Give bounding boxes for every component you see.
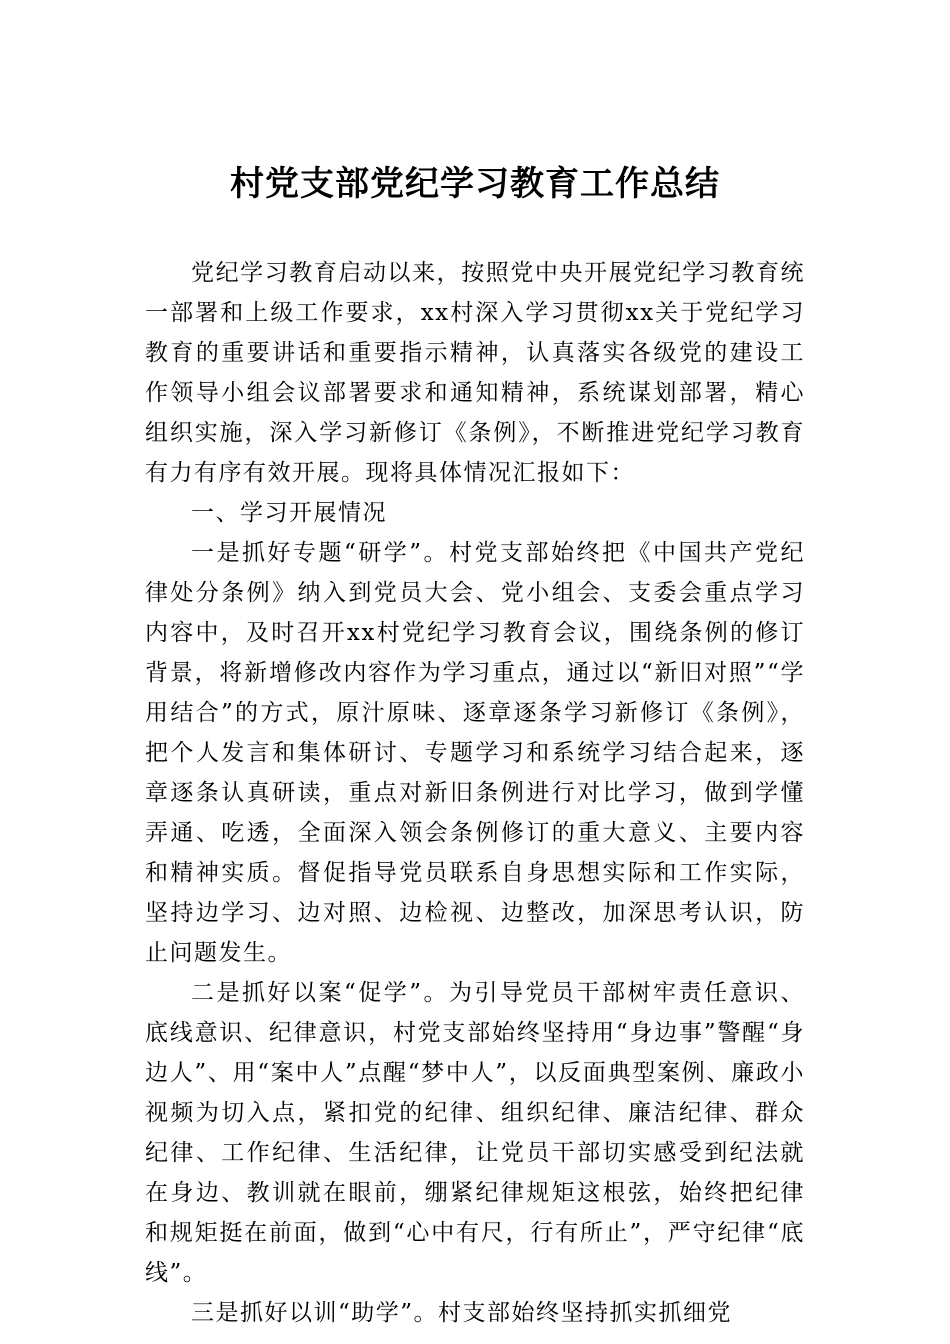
paragraph-case-study: 二是抓好以案“促学”。为引导党员干部树牢责任意识、底线意识、纪律意识，村党支部始终坚持用“身边事”警醒“身边人”、用“案中人”点醒“梦中人”，以反面典型案例、廉政小视频为切入点，紧扣党的纪律、组织纪律、廉洁纪律、群众纪律、工作纪律、生活纪律，让党员干部切实感受到纪法就在身边、教训就在眼前，绷紧纪律规矩这根弦，始终把纪律和规矩挺在前面，做到“心中有尺，行有所止”，严守纪律“底线”。 <box>145 980 805 1286</box>
paragraph-study-topic: 一是抓好专题“研学”。村党支部始终把《中国共产党纪律处分条例》纳入到党员大会、党小组会、支委会重点学习内容中，及时召开xx村党纪学习教育会议，围绕条例的修订背景，将新增修改内容作为学习重点，通过以“新旧对照”“学用结合”的方式，原汁原味、逐章逐条学习新修订《条例》，把个人发言和集体研讨、专题学习和系统学习结合起来，逐章逐条认真研读，重点对新旧条例进行对比学习，做到学懂弄通、吃透，全面深入领会条例修订的重大意义、主要内容和精神实质。督促指导党员联系自身思想实际和工作实际，坚持边学习、边对照、边检视、边整改，加深思考认识，防止问题发生。 <box>145 540 805 966</box>
document-body <box>145 253 805 1333</box>
paragraph-training: 三是抓好以训“助学”。村支部始终坚持抓实抓细党 <box>191 1300 733 1326</box>
section-heading: 一、学习开展情况 <box>191 500 387 526</box>
document-title: 村党支部党纪学习教育工作总结 <box>230 164 720 204</box>
intro-paragraph: 党纪学习教育启动以来，按照党中央开展党纪学习教育统一部署和上级工作要求，xx村深入学习贯彻xx关于党纪学习教育的重要讲话和重要指示精神，认真落实各级党的建设工作领导小组会议部署要求和通知精神，系统谋划部署，精心组织实施，深入学习新修订《条例》，不断推进党纪学习教育有力有序有效开展。现将具体情况汇报如下： <box>145 260 805 486</box>
